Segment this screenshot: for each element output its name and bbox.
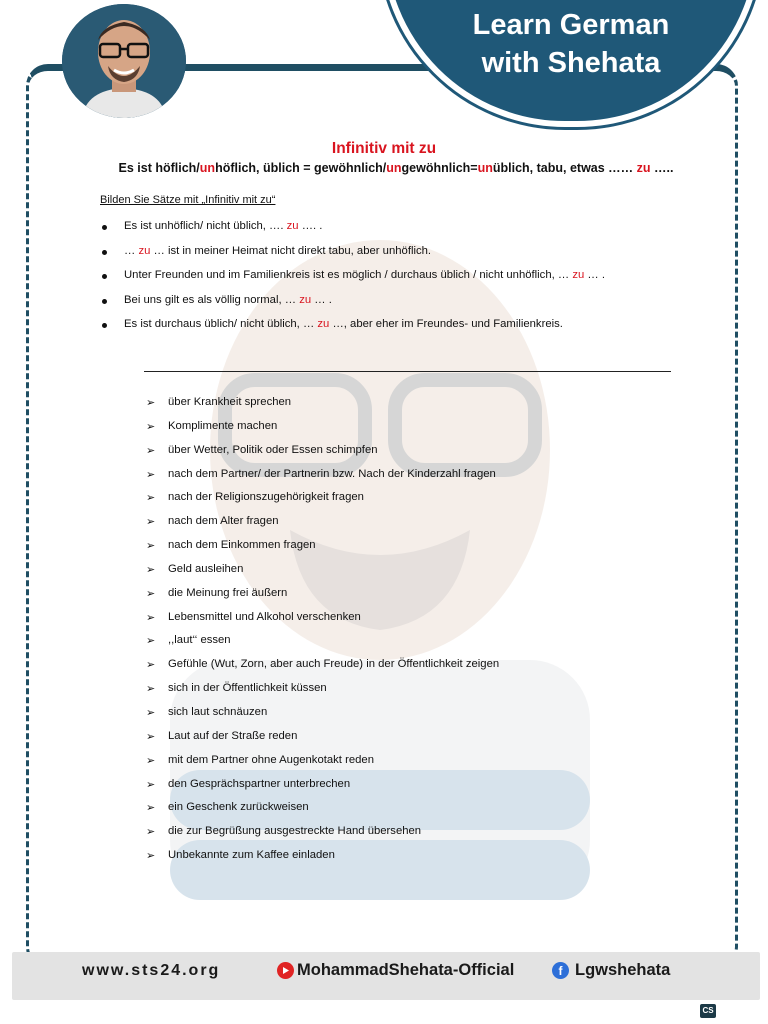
banner-line-1: Learn German [472, 9, 670, 41]
arrow-bullet-icon: ➢ [146, 706, 156, 719]
list-item [146, 801, 499, 825]
youtube-handle: MohammadShehata-Official [297, 961, 515, 979]
arrow-bullet-icon: ➢ [146, 587, 156, 600]
phrase-text: ,,laut‘‘ essen [168, 634, 231, 647]
phrase-text: nach dem Einkommen fragen [168, 539, 316, 552]
phrase-text: über Wetter, Politik oder Essen schimpfen [168, 443, 378, 456]
arrow-bullet-icon: ➢ [146, 611, 156, 624]
facebook-handle: Lgwshehata [575, 961, 671, 979]
avatar [62, 4, 186, 118]
subtitle [0, 161, 768, 175]
list-item [100, 294, 605, 319]
task-heading: Bilden Sie Sätze mit „Infinitiv mit zu“ [100, 194, 276, 206]
arrow-bullet-icon: ➢ [146, 754, 156, 767]
list-item [146, 420, 499, 444]
list-item [100, 220, 605, 245]
list-item [146, 491, 499, 515]
arrow-bullet-icon: ➢ [146, 659, 156, 672]
divider [144, 371, 671, 372]
phrase-text: Komplimente machen [168, 419, 278, 432]
arrow-bullet-icon: ➢ [146, 635, 156, 648]
page-title: Infinitiv mit zu [331, 140, 437, 157]
camscanner-badge: CS [700, 1004, 716, 1018]
arrow-bullet-icon: ➢ [146, 492, 156, 505]
sentence-text: …. . [298, 220, 323, 232]
list-item [146, 825, 499, 849]
arrow-bullet-icon: ➢ [146, 563, 156, 576]
phrase-text: nach dem Alter fragen [168, 515, 279, 528]
arrow-bullet-icon: ➢ [146, 850, 156, 863]
subtitle-part: ….. [650, 161, 674, 175]
zu-marker: zu [317, 318, 330, 330]
arrow-bullet-icon: ➢ [146, 420, 156, 433]
list-item [100, 245, 605, 270]
list-item [146, 634, 499, 658]
banner-line-2: with Shehata [481, 47, 661, 79]
zu-marker: zu [299, 293, 312, 306]
phrase-text: Unbekannte zum Kaffee einladen [168, 849, 335, 862]
subtitle-part: üblich, tabu, etwas …… [492, 161, 637, 175]
phrase-text: nach dem Partner/ der Partnerin bzw. Nach der Kinderzahl fragen [168, 467, 496, 480]
arrow-bullet-icon: ➢ [146, 468, 156, 481]
arrow-bullet-icon: ➢ [146, 540, 156, 553]
list-item [146, 658, 499, 682]
sentence-list [100, 220, 605, 343]
sentence-text: …, aber eher im Freundes- und Familienkreis. [329, 318, 563, 330]
sentence-text: Unter Freunden und im Familienkreis ist es möglich / durchaus üblich / nicht unhöflich, … [124, 269, 573, 281]
phrase-text: die zur Begrüßung ausgestreckte Hand übersehen [168, 825, 422, 838]
avatar-face-icon [62, 4, 186, 118]
arrow-bullet-icon: ➢ [146, 444, 156, 457]
subtitle-part: höflich, üblich = gewöhnlich/ [215, 161, 387, 175]
phrase-text: sich in der Öffentlichkeit küssen [168, 682, 327, 695]
list-item [146, 444, 499, 468]
banner-title [386, 6, 756, 82]
subtitle-prefix-un: un [477, 161, 493, 175]
arrow-bullet-icon: ➢ [146, 802, 156, 815]
sentence-text: … . [311, 293, 332, 306]
zu-marker: zu [286, 220, 299, 232]
list-item [146, 587, 499, 611]
sentence-text: … ist in meiner Heimat nicht direkt tabu, aber unhöflich. [150, 244, 432, 257]
phrase-text: Lebensmittel und Alkohol verschenken [168, 610, 361, 623]
phrase-text: Laut auf der Straße reden [168, 729, 298, 742]
phrase-text: mit dem Partner ohne Augenkotakt reden [168, 753, 374, 766]
footer [12, 952, 760, 1000]
footer-youtube[interactable] [277, 961, 514, 980]
list-item [146, 682, 499, 706]
phrase-text: nach der Religionszugehörigkeit fragen [168, 491, 364, 504]
footer-facebook[interactable] [552, 961, 670, 980]
phrase-text: ein Geschenk zurückweisen [168, 801, 309, 814]
phrase-text: Geld ausleihen [168, 562, 244, 575]
sentence-text: … . [584, 269, 605, 281]
list-item [146, 730, 499, 754]
list-item [146, 778, 499, 802]
facebook-icon: f [552, 962, 569, 979]
list-item [146, 754, 499, 778]
list-item [146, 468, 499, 492]
list-item [100, 269, 605, 294]
phrase-text: über Krankheit sprechen [168, 396, 292, 408]
list-item [146, 396, 499, 420]
youtube-icon [277, 962, 294, 979]
list-item [146, 539, 499, 563]
subtitle-part: gewöhnlich= [401, 161, 478, 175]
sentence-text: … [124, 244, 139, 257]
list-item [146, 849, 499, 873]
phrase-list [146, 396, 499, 873]
list-item [146, 611, 499, 635]
arrow-bullet-icon: ➢ [146, 683, 156, 696]
sentence-text: Bei uns gilt es als völlig normal, … [124, 293, 300, 306]
arrow-bullet-icon: ➢ [146, 516, 156, 529]
list-item [146, 515, 499, 539]
phrase-text: Gefühle (Wut, Zorn, aber auch Freude) in der Öffentlichkeit zeigen [168, 658, 500, 671]
footer-website[interactable]: www.sts24.org [82, 962, 221, 979]
list-item [100, 318, 605, 343]
arrow-bullet-icon: ➢ [146, 730, 156, 743]
subtitle-part: Es ist höflich/ [118, 161, 200, 175]
subtitle-prefix-un: un [199, 161, 216, 175]
subtitle-zu: zu [636, 161, 651, 175]
subtitle-prefix-un: un [386, 161, 402, 175]
sentence-text: Es ist unhöflich/ nicht üblich, …. [124, 220, 287, 232]
phrase-text: die Meinung frei äußern [168, 586, 288, 599]
list-item [146, 706, 499, 730]
phrase-text: sich laut schnäuzen [168, 705, 268, 718]
arrow-bullet-icon: ➢ [146, 778, 156, 791]
sentence-text: Es ist durchaus üblich/ nicht üblich, … [124, 318, 318, 330]
phrase-text: den Gesprächspartner unterbrechen [168, 777, 351, 790]
zu-marker: zu [138, 244, 151, 257]
zu-marker: zu [572, 269, 585, 281]
arrow-bullet-icon: ➢ [146, 826, 156, 839]
arrow-bullet-icon: ➢ [146, 397, 156, 409]
list-item [146, 563, 499, 587]
